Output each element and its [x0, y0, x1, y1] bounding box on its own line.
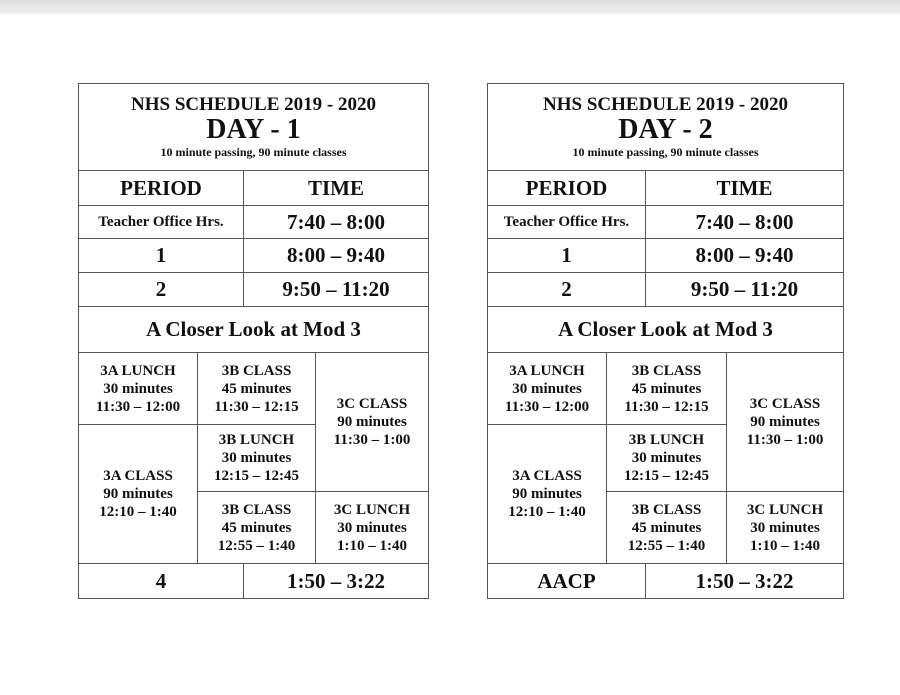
time-cell: 8:00 – 9:40 — [645, 238, 843, 272]
slot-duration: 45 minutes — [631, 519, 702, 536]
slot-duration: 45 minutes — [221, 380, 292, 397]
slot-name: 3B CLASS — [221, 362, 292, 379]
schedule-header — [488, 84, 843, 170]
slot-duration: 90 minutes — [512, 486, 582, 502]
period-cell: 1 — [488, 238, 645, 272]
time-cell: 7:40 – 8:00 — [645, 205, 843, 238]
slot-time: 11:30 – 12:15 — [214, 398, 299, 415]
time-cell: 7:40 – 8:00 — [243, 205, 428, 238]
slot-3a-class — [488, 424, 606, 563]
slot-name: 3B CLASS — [631, 362, 702, 379]
slot-3b-class-2 — [606, 491, 726, 563]
slot-duration: 90 minutes — [750, 414, 820, 430]
slot-name: 3C LUNCH — [333, 501, 411, 518]
slot-duration: 45 minutes — [631, 380, 702, 397]
slot-name: 3B LUNCH — [628, 432, 705, 448]
slot-3b-class-2 — [197, 491, 315, 563]
slot-time: 12:10 – 1:40 — [508, 504, 586, 520]
mod3-title: A Closer Look at Mod 3 — [79, 306, 428, 352]
slot-time: 12:15 – 12:45 — [624, 468, 709, 484]
period-cell: 1 — [79, 238, 243, 272]
slot-duration: 90 minutes — [103, 486, 173, 502]
schedule-subtitle: 10 minute passing, 90 minute classes — [572, 145, 759, 159]
period-cell: 4 — [79, 563, 243, 598]
period-cell: AACP — [488, 563, 645, 598]
schedule-day-1 — [78, 83, 429, 599]
slot-time: 1:10 – 1:40 — [337, 537, 407, 554]
slot-3c-lunch — [315, 491, 428, 563]
period-header: PERIOD — [79, 170, 243, 205]
slot-3a-lunch — [488, 352, 606, 424]
slot-3b-class-1 — [197, 352, 315, 424]
time-cell: 9:50 – 11:20 — [243, 272, 428, 306]
schedule-title: NHS SCHEDULE 2019 - 2020 — [543, 94, 788, 115]
slot-3b-lunch — [606, 424, 726, 491]
time-cell: 8:00 – 9:40 — [243, 238, 428, 272]
slot-name: 3A LUNCH — [100, 362, 176, 379]
period-cell: Teacher Office Hrs. — [488, 205, 645, 238]
slot-name: 3A CLASS — [512, 468, 582, 484]
slot-duration: 30 minutes — [103, 380, 173, 397]
slot-name: 3B CLASS — [631, 501, 702, 518]
time-header: TIME — [243, 170, 428, 205]
slot-3b-lunch — [197, 424, 315, 491]
slot-time: 12:55 – 1:40 — [627, 537, 706, 554]
slot-time: 11:30 – 1:00 — [333, 432, 411, 448]
day-label: DAY - 2 — [618, 114, 713, 145]
schedule-subtitle: 10 minute passing, 90 minute classes — [160, 145, 347, 159]
slot-name: 3C CLASS — [336, 396, 408, 412]
slot-time: 11:30 – 1:00 — [746, 432, 824, 448]
schedule-day-2 — [487, 83, 844, 599]
slot-3a-class — [79, 424, 197, 563]
slot-name: 3B LUNCH — [218, 432, 295, 448]
slot-duration: 30 minutes — [750, 519, 820, 536]
slot-time: 1:10 – 1:40 — [750, 537, 820, 554]
slot-name: 3C LUNCH — [746, 501, 824, 518]
slot-name: 3A CLASS — [103, 468, 173, 484]
slot-duration: 90 minutes — [337, 414, 407, 430]
slot-3c-lunch — [726, 491, 843, 563]
slot-name: 3A LUNCH — [509, 362, 585, 379]
schedule-header — [79, 84, 428, 170]
schedule-title: NHS SCHEDULE 2019 - 2020 — [131, 94, 376, 115]
slot-duration: 45 minutes — [221, 519, 292, 536]
slot-time: 11:30 – 12:15 — [624, 398, 709, 415]
time-cell: 1:50 – 3:22 — [243, 563, 428, 598]
slot-name: 3B CLASS — [221, 501, 292, 518]
slot-3c-class — [315, 352, 428, 491]
period-cell: 2 — [488, 272, 645, 306]
slot-name: 3C CLASS — [749, 396, 821, 412]
slot-duration: 30 minutes — [631, 450, 702, 466]
slot-time: 12:55 – 1:40 — [217, 537, 296, 554]
slot-duration: 30 minutes — [221, 450, 292, 466]
slot-3a-lunch — [79, 352, 197, 424]
time-cell: 9:50 – 11:20 — [645, 272, 843, 306]
slot-time: 12:15 – 12:45 — [214, 468, 299, 484]
slot-time: 11:30 – 12:00 — [504, 398, 590, 415]
time-header: TIME — [645, 170, 843, 205]
period-header: PERIOD — [488, 170, 645, 205]
slot-duration: 30 minutes — [512, 380, 582, 397]
period-cell: Teacher Office Hrs. — [79, 205, 243, 238]
slot-3c-class — [726, 352, 843, 491]
slot-3b-class-1 — [606, 352, 726, 424]
mod3-title: A Closer Look at Mod 3 — [488, 306, 843, 352]
slot-time: 11:30 – 12:00 — [95, 398, 181, 415]
slot-time: 12:10 – 1:40 — [99, 504, 177, 520]
day-label: DAY - 1 — [206, 114, 301, 145]
slot-duration: 30 minutes — [337, 519, 407, 536]
period-cell: 2 — [79, 272, 243, 306]
time-cell: 1:50 – 3:22 — [645, 563, 843, 598]
viewer-top-bar — [0, 0, 900, 14]
